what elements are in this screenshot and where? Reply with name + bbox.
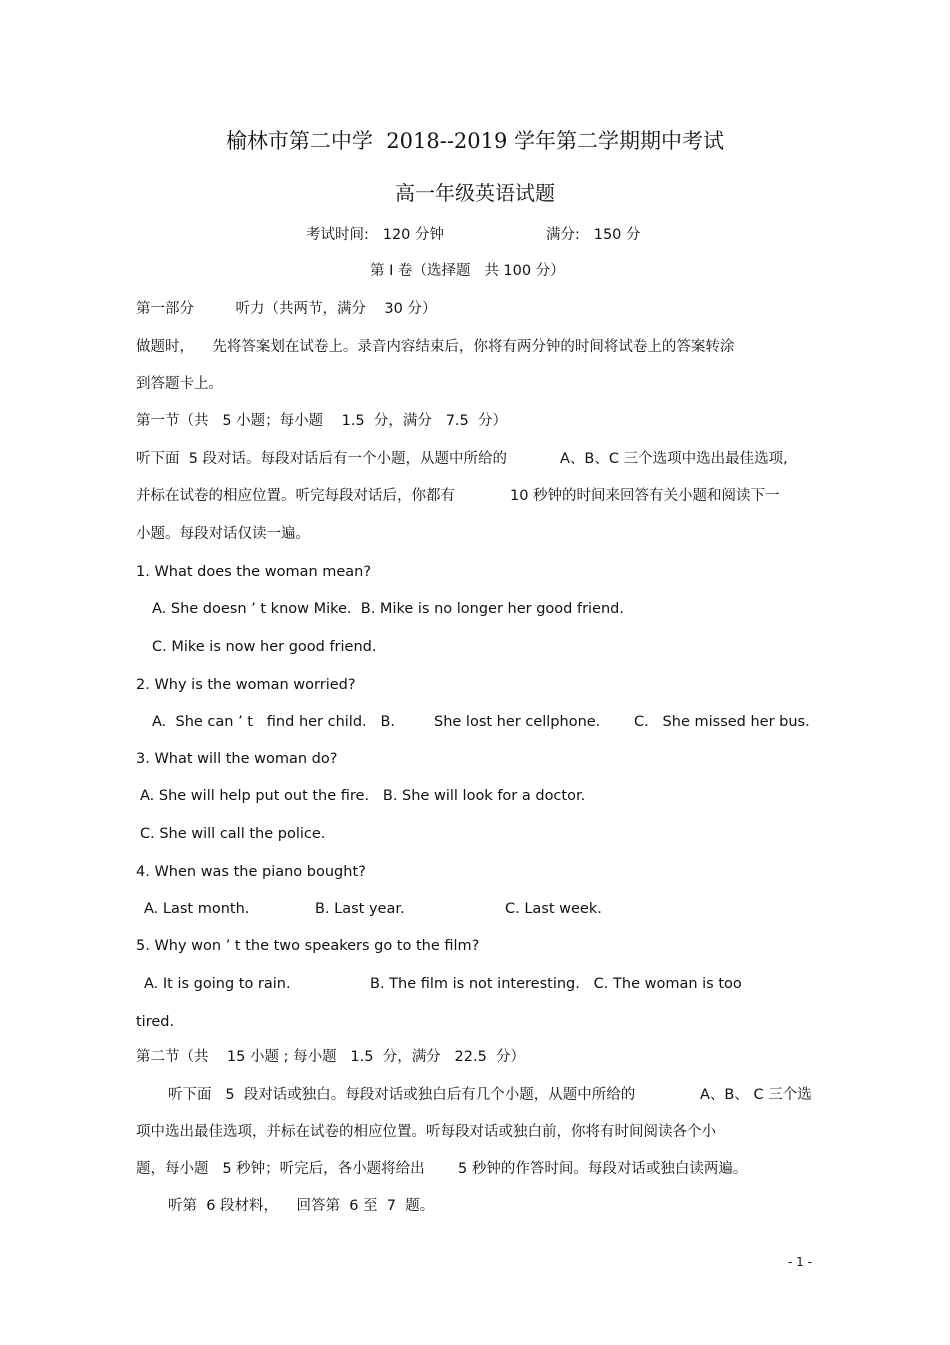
section2-directions-1b: A、B、 C 三个选 [700, 1087, 812, 1103]
question-2-option-c: C. She missed her bus. [634, 714, 810, 730]
question-5-option-c-cont: tired. [136, 1014, 175, 1030]
question-2-option-b: She lost her cellphone. [434, 714, 601, 730]
section1-directions-3: 小题。每段对话仅读一遍。 [136, 526, 310, 542]
part1-intro-line2: 到答题卡上。 [136, 376, 223, 392]
section1-directions-1a: 听下面 5 段对话。每段对话后有一个小题，从题中所给的 [136, 451, 508, 467]
question-1-options-line2: C. Mike is now her good friend. [152, 639, 377, 655]
volume-heading: 第 I 卷（选择题 共 100 分） [370, 263, 565, 279]
section1-heading: 第一节（共 5 小题；每小题 1.5 分，满分 7.5 分） [136, 413, 507, 429]
section2-listen-6: 听第 6 段材料， 回答第 6 至 7 题。 [168, 1198, 435, 1214]
part1-intro-line1: 做题时， 先将答案划在试卷上。录音内容结束后，你将有两分钟的时间将试卷上的答案转涂 [136, 339, 735, 355]
question-4-option-a: A. Last month. [144, 901, 250, 917]
question-4: 4. When was the piano bought? [136, 864, 366, 880]
section1-directions-2a: 并标在试卷的相应位置。听完每段对话后，你都有 [136, 488, 455, 504]
section2-directions-3b: 5 秒钟的作答时间。每段对话或独白读两遍。 [458, 1161, 748, 1177]
question-4-option-c: C. Last week. [505, 901, 602, 917]
question-3-options-line2: C. She will call the police. [140, 826, 326, 842]
section2-heading: 第二节（共 15 小题 ; 每小题 1.5 分，满分 22.5 分） [136, 1049, 526, 1065]
question-3-options-line1: A. She will help put out the fire. B. She will look for a doctor. [140, 788, 586, 804]
question-5-options-bc: B. The film is not interesting. C. The woman is too [370, 976, 742, 992]
question-5: 5. Why won ’ t the two speakers go to the film? [136, 938, 480, 954]
section2-directions-1a: 听下面 5 段对话或独白。每段对话或独白后有几个小题，从题中所给的 [168, 1087, 636, 1103]
page-number: - 1 - [788, 1255, 812, 1269]
section2-directions-3a: 题，每小题 5 秒钟；听完后，各小题将给出 [136, 1161, 425, 1177]
section2-directions-2: 项中选出最佳选项，并标在试卷的相应位置。听每段对话或独白前，你将有时间阅读各个小 [136, 1124, 716, 1140]
full-score: 满分: 150 分 [546, 227, 641, 243]
question-1-options-line1: A. She doesn ’ t know Mike. B. Mike is no longer her good friend. [152, 601, 624, 617]
exam-subtitle: 高一年级英语试题 [395, 181, 555, 205]
section1-directions-2b: 10 秒钟的时间来回答有关小题和阅读下一 [510, 488, 780, 504]
exam-time: 考试时间: 120 分钟 [306, 227, 444, 243]
question-1: 1. What does the woman mean? [136, 564, 372, 580]
question-2: 2. Why is the woman worried? [136, 677, 356, 693]
question-2-option-a: A. She can ’ t find her child. B. [152, 714, 396, 730]
question-3: 3. What will the woman do? [136, 751, 338, 767]
question-4-option-b: B. Last year. [315, 901, 405, 917]
question-5-option-a: A. It is going to rain. [144, 976, 291, 992]
exam-title: 榆林市第二中学 2018--2019 学年第二学期期中考试 [225, 129, 725, 153]
part1-heading: 第一部分 听力（共两节，满分 30 分） [136, 301, 437, 317]
section1-directions-1b: A、B、C 三个选项中选出最佳选项, [560, 451, 788, 467]
